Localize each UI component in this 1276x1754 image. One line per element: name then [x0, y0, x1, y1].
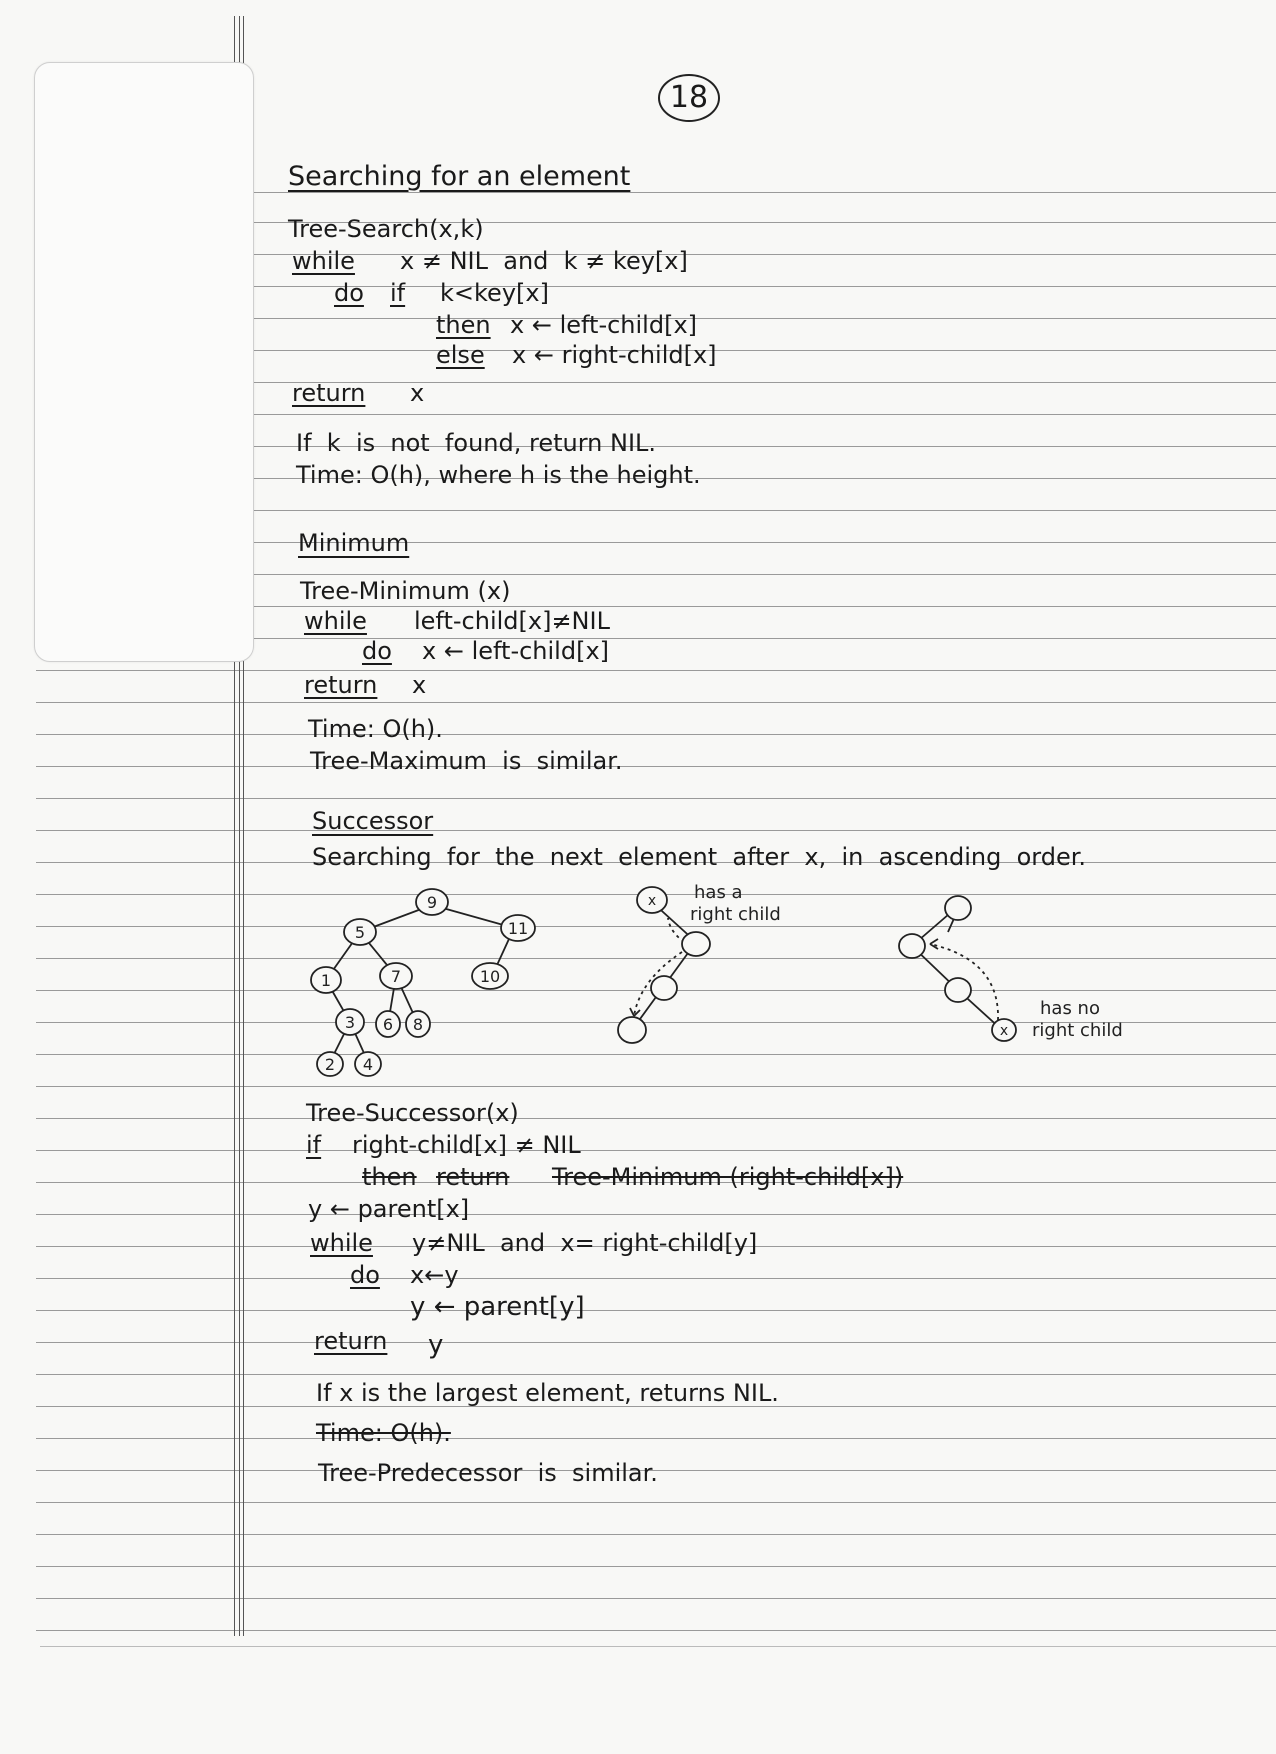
search-then-keyword: then — [436, 311, 491, 339]
successor-while-condition: y≠NIL and x= right-child[y] — [412, 1229, 758, 1257]
search-heading: Searching for an element — [288, 161, 631, 192]
minimum-while-keyword: while — [304, 607, 367, 635]
search-else-statement: x ← right-child[x] — [512, 341, 717, 369]
successor-signature: Tree-Successor(x) — [306, 1099, 519, 1127]
successor-return-keyword-2: return — [314, 1327, 388, 1355]
search-if-condition: k<key[x] — [440, 279, 549, 307]
successor-if-condition: right-child[x] ≠ NIL — [352, 1131, 581, 1159]
minimum-do-keyword: do — [362, 637, 392, 665]
arrow-head — [930, 939, 938, 949]
successor-heading: Successor — [312, 807, 434, 835]
diagram1-label-line2: right child — [690, 904, 781, 925]
search-if-keyword: if — [390, 279, 406, 307]
successor-assign: y ← parent[x] — [308, 1195, 470, 1223]
search-return-value: x — [410, 379, 425, 407]
search-not-found-note: If k is not found, return NIL. — [296, 429, 657, 457]
search-return-keyword: return — [292, 379, 366, 407]
diagram-node — [618, 1017, 646, 1043]
diagram-node — [945, 978, 971, 1002]
minimum-time: Time: O(h). — [308, 715, 443, 743]
diagram2-label-line1: has no — [1040, 998, 1100, 1019]
successor-while-keyword: while — [310, 1229, 373, 1257]
tree-node-key: 9 — [426, 893, 438, 912]
search-then-statement: x ← left-child[x] — [510, 311, 698, 339]
successor-do-statement-2: y ← parent[y] — [410, 1292, 585, 1322]
diagram2-label-line2: right child — [1032, 1020, 1123, 1041]
search-while-keyword: while — [292, 247, 355, 275]
minimum-maximum-note: Tree-Maximum is similar. — [310, 747, 623, 775]
minimum-heading: Minimum — [298, 529, 410, 557]
page-number-text: 18 — [669, 80, 709, 115]
successor-return-value: y — [428, 1330, 444, 1360]
successor-do-keyword: do — [350, 1261, 380, 1289]
tree-node-key: 4 — [362, 1055, 374, 1074]
search-else-keyword: else — [436, 341, 485, 369]
diagram2-x-label: x — [999, 1023, 1009, 1039]
successor-then-keyword: then — [362, 1163, 417, 1191]
tree-node-key: 5 — [354, 923, 366, 942]
tree-node-key: 8 — [412, 1015, 424, 1034]
successor-if-keyword: if — [306, 1131, 322, 1159]
diagram-node — [899, 934, 925, 958]
successor-do-statement-1: x←y — [410, 1261, 459, 1289]
successor-then-statement: Tree-Minimum (right-child[x]) — [552, 1163, 904, 1191]
tree-node-key: 6 — [382, 1015, 394, 1034]
minimum-return-value: x — [412, 671, 427, 699]
search-signature: Tree-Search(x,k) — [288, 215, 484, 243]
successor-predecessor-note: Tree-Predecessor is similar. — [318, 1459, 658, 1487]
diagram-node — [682, 932, 710, 956]
successor-time: Time: O(h). — [316, 1419, 451, 1447]
minimum-while-condition: left-child[x]≠NIL — [414, 607, 610, 635]
minimum-signature: Tree-Minimum (x) — [300, 577, 511, 605]
tree-node-key: 10 — [479, 967, 501, 986]
diagram-node — [945, 896, 971, 920]
tree-node-key: 2 — [324, 1055, 336, 1074]
search-do-keyword: do — [334, 279, 364, 307]
minimum-do-statement: x ← left-child[x] — [422, 637, 610, 665]
successor-description: Searching for the next element after x, in ascending order. — [312, 843, 1087, 871]
tree-node-key: 3 — [344, 1013, 356, 1032]
diagram1-label-line1: has a — [694, 882, 743, 903]
tree-node-key: 1 — [320, 971, 332, 990]
diagram1-x-label: x — [647, 893, 657, 909]
tree-node-key: 11 — [507, 919, 529, 938]
search-time-note: Time: O(h), where h is the height. — [296, 461, 701, 489]
search-while-condition: x ≠ NIL and k ≠ key[x] — [400, 247, 688, 275]
diagram-node — [651, 976, 677, 1000]
tree-node-key: 7 — [390, 967, 402, 986]
successor-return-keyword-1: return — [436, 1163, 510, 1191]
successor-largest-note: If x is the largest element, returns NIL. — [316, 1379, 779, 1407]
minimum-return-keyword: return — [304, 671, 378, 699]
